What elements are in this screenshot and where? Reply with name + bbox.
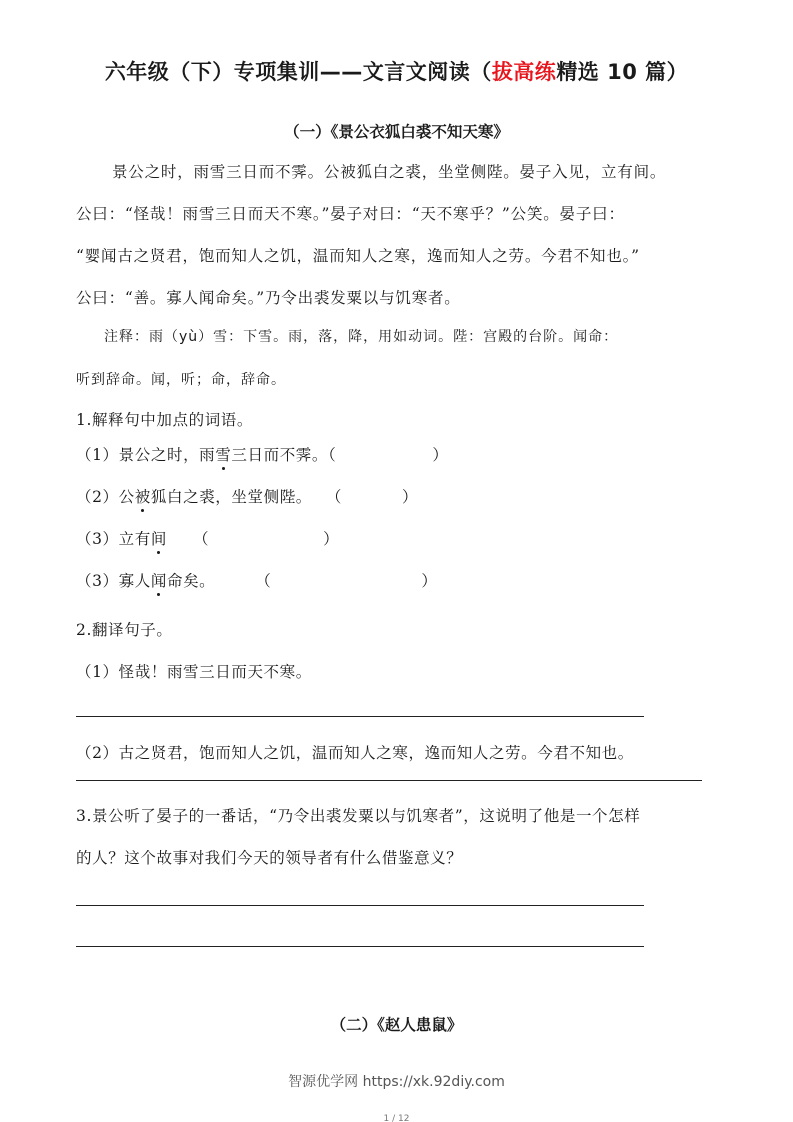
page-title: 六年级（下）专项集训——文言文阅读（拔高练精选 10 篇） [104,60,689,84]
note-line: 听到辞命。闻，听；命，辞命。 [76,372,286,388]
answer-line[interactable] [76,780,702,781]
dotted-word: 雪 [215,443,231,465]
answer-line[interactable] [76,716,644,717]
dotted-word: 被 [135,485,151,507]
passage-line: 公曰：“善。寡人闻命矣。”乃令出裘发粟以与饥寒者。 [76,289,461,307]
question-2-item: （2）古之贤君，饱而知人之饥，温而知人之寒，逸而知人之劳。今君不知也。 [76,744,634,762]
passage-line: 公曰：“怪哉！雨雪三日而天不寒。”晏子对曰：“天不寒乎？”公笑。晏子曰： [76,205,625,223]
answer-line[interactable] [76,946,644,947]
question-2-prompt: 2.翻译句子。 [76,621,173,639]
dotted-word: 闻 [151,569,167,591]
question-3-line: 的人？这个故事对我们今天的领导者有什么借鉴意义？ [76,849,463,867]
question-3-line: 3.景公听了晏子的一番话，“乃令出裘发粟以与饥寒者”，这说明了他是一个怎样 [76,807,641,825]
question-1-item: （3）立有间 （ ） [76,527,339,549]
question-1-prompt: 1.解释句中加点的词语。 [76,411,253,429]
passage-line: 景公之时，雨雪三日而不霁。公被狐白之裘，坐堂侧陛。晏子入见，立有间。 [112,163,667,181]
dotted-word: 间 [151,527,167,549]
section-1-heading: （一）《景公衣狐白裘不知天寒》 [284,123,509,141]
section-2-heading: （二）《赵人患鼠》 [330,1016,463,1034]
question-1-item: （1）景公之时，雨雪三日而不霁。（ ） [76,443,448,465]
footer-watermark: 智源优学网 https://xk.92diy.com [288,1074,505,1090]
title-highlight: 拔高练 [491,60,557,84]
answer-line[interactable] [76,905,644,906]
question-1-item: （3）寡人闻命矣。 （ ） [76,569,438,591]
passage-line: “婴闻古之贤君，饱而知人之饥，温而知人之寒，逸而知人之劳。今君不知也。” [76,247,640,265]
question-1-item: （2）公被狐白之裘，坐堂侧陛。 （ ） [76,485,418,507]
page-number: 1 / 12 [383,1114,410,1122]
note-line: 注释：雨（yù）雪：下雪。雨，落，降，用如动词。陛：宫殿的台阶。闻命： [104,329,619,345]
question-2-item: （1）怪哉！雨雪三日而天不寒。 [76,663,312,681]
